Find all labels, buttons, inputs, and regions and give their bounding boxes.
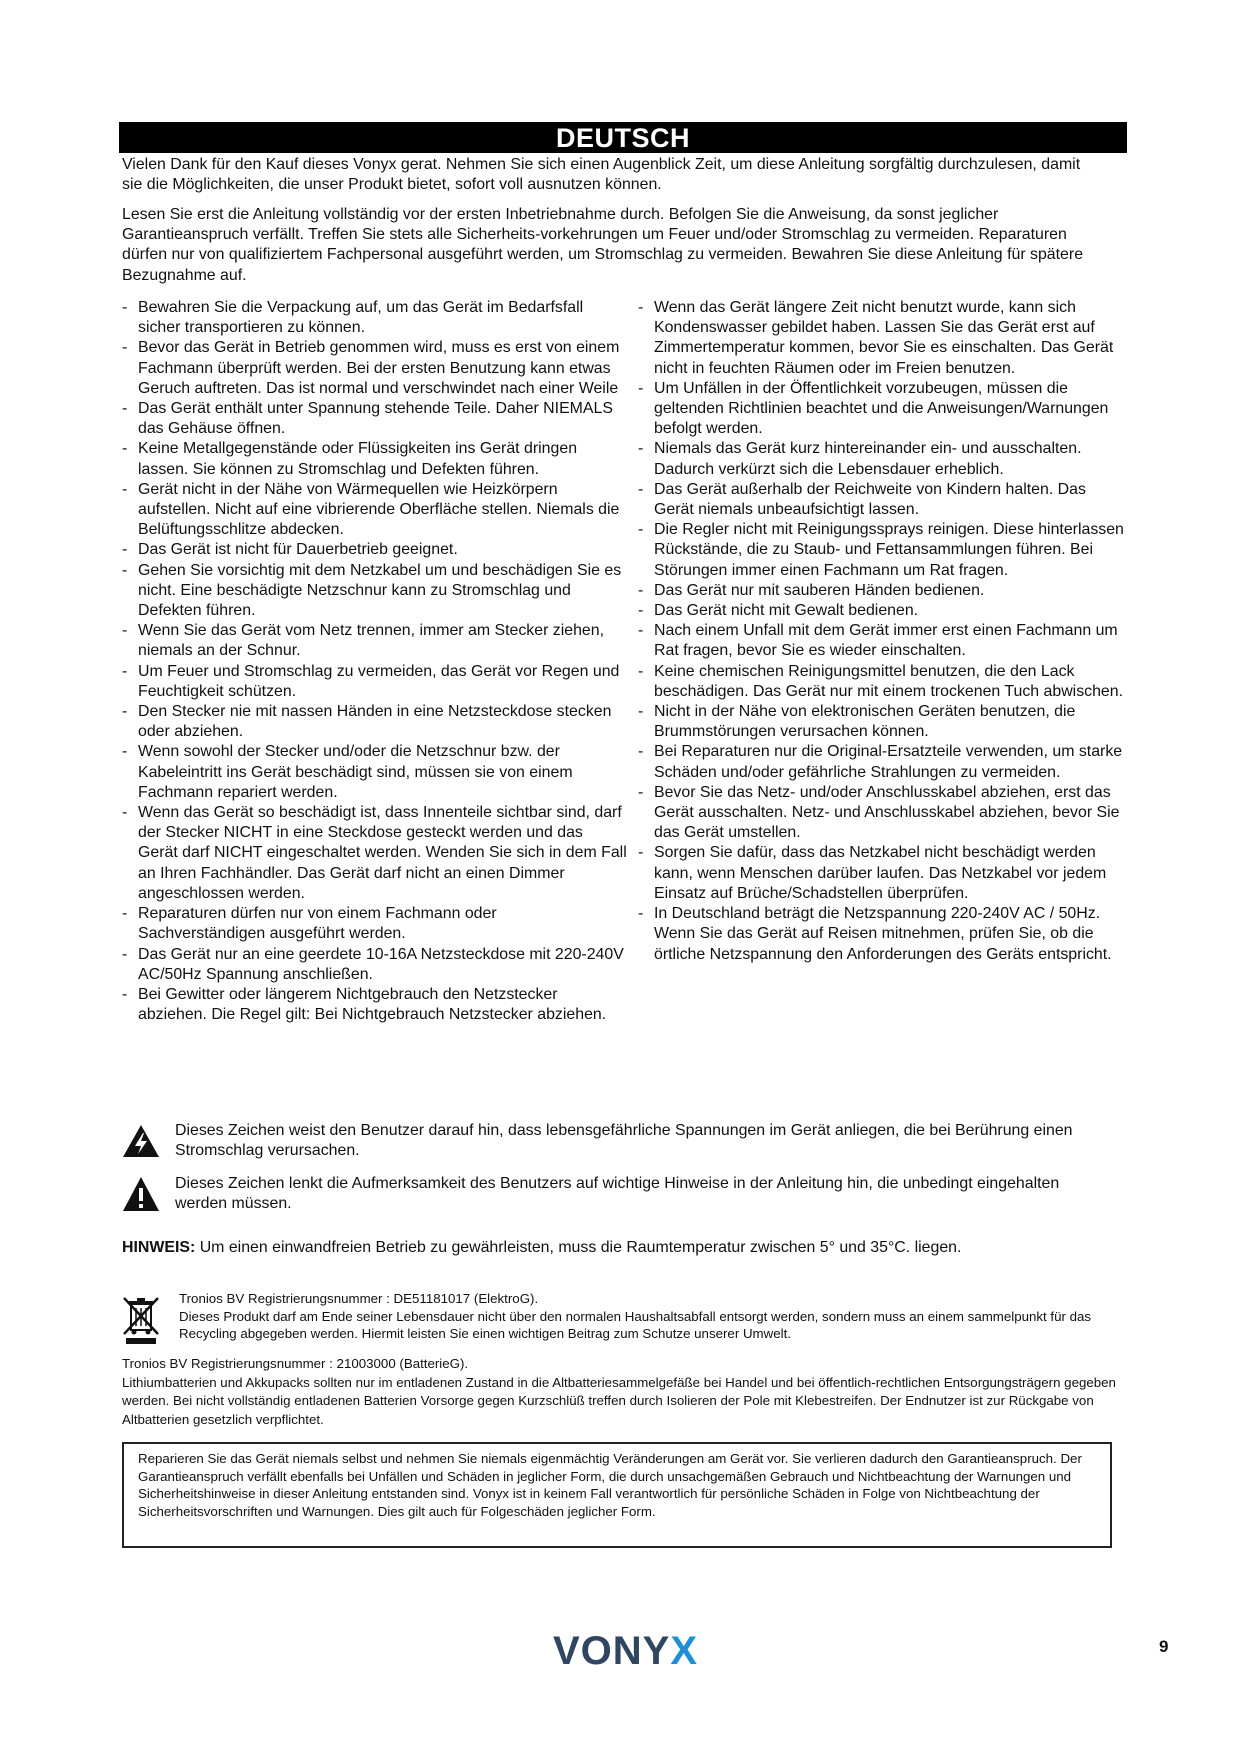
crossed-bin-icon — [122, 1296, 160, 1344]
safety-item: - Bei Gewitter oder längerem Nichtgebrauch den Netzstecker abziehen. Die Regel gilt: Bei Nichtgebrauch Netzstecker abziehen. — [122, 985, 627, 1025]
attention-warning — [122, 1174, 1102, 1214]
weee-section — [122, 1290, 1132, 1343]
note-label: HINWEIS: — [122, 1239, 196, 1256]
voltage-warning-text: Dieses Zeichen weist den Benutzer darauf hin, dass lebensgefährliche Spannungen im Gerät anliegen, die bei Berührung einen Stromschlag verursachen. — [175, 1122, 1073, 1160]
safety-item: - Nicht in der Nähe von elektronischen Geräten benutzen, die Brummstörungen verursachen können. — [638, 702, 1128, 742]
safety-item: - Niemals das Gerät kurz hintereinander ein- und ausschalten. Dadurch verkürzt sich die Lebensdauer erheblich. — [638, 439, 1128, 479]
safety-item: - Sorgen Sie dafür, dass das Netzkabel nicht beschädigt werden kann, wenn Menschen darüber laufen. Das Netzkabel vor jedem Einsatz auf Brüche/Schadstellen überprüfen. — [638, 843, 1128, 904]
lightning-warning-icon — [122, 1124, 160, 1158]
safety-item: - Keine chemischen Reinigungsmittel benutzen, die den Lack beschädigen. Das Gerät nur mit einem trockenen Tuch abwischen. — [638, 662, 1128, 702]
safety-item: - Bei Reparaturen nur die Original-Ersatzteile verwenden, um starke Schäden und/oder gefährliche Strahlungen zu vermeiden. — [638, 742, 1128, 782]
svg-text:VONYX — [553, 1631, 698, 1669]
safety-item: - Das Gerät nur mit sauberen Händen bedienen. — [638, 581, 1128, 601]
safety-item: - In Deutschland beträgt die Netzspannung 220-240V AC / 50Hz. Wenn Sie das Gerät auf Reisen mitnehmen, prüfen Sie, ob die örtliche Netzspannung den Anforderungen des Geräts entspricht. — [638, 904, 1128, 965]
safety-list-right — [638, 298, 1128, 965]
temperature-note — [122, 1238, 1022, 1258]
safety-list-left — [122, 298, 627, 1025]
weee-text — [179, 1290, 1132, 1343]
battery-section — [122, 1355, 1132, 1429]
safety-item: - Wenn Sie das Gerät vom Netz trennen, immer am Stecker ziehen, niemals an der Schnur. — [122, 621, 627, 661]
attention-warning-text: Dieses Zeichen lenkt die Aufmerksamkeit des Benutzers auf wichtige Hinweise in der Anleitung hin, die unbedingt eingehalten werden müssen. — [175, 1175, 1060, 1213]
safety-item: - Wenn sowohl der Stecker und/oder die Netzschnur bzw. der Kabeleintritt ins Gerät beschädigt sind, müssen sie von einem Fachmann repariert werden. — [122, 742, 627, 803]
logo-wordmark: VONY — [553, 1631, 671, 1669]
warranty-text: Reparieren Sie das Gerät niemals selbst und nehmen Sie niemals eigenmächtig Veränderungen am Gerät vor. Sie verlieren dadurch den Garantieanspruch. Der Garantieanspruch verfällt ebenfalls bei Unfällen und Schäden in jeglicher Form, die durch unsachgemäßen Gebrauch und Nichtbeachtung der Warnungen und Sicherheitshinweise in dieser Anleitung entstanden sind. Vonyx ist in keinem Fall verantwortlich für persönliche Schäden in Folge von Nichtbeachtung der Sicherheitsvorschriften und Warnungen. Dies gilt auch für Folgeschäden jeglicher Form. — [138, 1451, 1082, 1519]
safety-item: - Um Unfällen in der Öffentlichkeit vorzubeugen, müssen die geltenden Richtlinien beachtet und die Anweisungen/Warnungen befolgt werden. — [638, 379, 1128, 440]
safety-item: - Das Gerät nur an eine geerdete 10-16A Netzsteckdose mit 220-240V AC/50Hz Spannung anschließen. — [122, 945, 627, 985]
safety-item: - Wenn das Gerät so beschädigt ist, dass Innenteile sichtbar sind, darf der Stecker NICHT in eine Steckdose gesteckt werden und das Gerät darf NICHT eingeschaltet werden. Wenden Sie sich in dem Fall an Ihren Fachhändler. Das Gerät darf nicht an einen Dimmer angeschlossen werden. — [122, 803, 627, 904]
safety-item: - Die Regler nicht mit Reinigungssprays reinigen. Diese hinterlassen Rückstände, die zu Staub- und Fettansammlungen führen. Bei Störungen immer einen Fachmann um Rat fragen. — [638, 520, 1128, 581]
voltage-warning — [122, 1121, 1102, 1161]
warranty-box — [122, 1442, 1112, 1548]
note-text: Um einen einwandfreien Betrieb zu gewährleisten, muss die Raumtemperatur zwischen 5° und 35°C. liegen. — [195, 1239, 962, 1256]
page-number: 9 — [1159, 1637, 1169, 1656]
logo-accent-letter: X — [670, 1631, 699, 1669]
section-title: DEUTSCH — [119, 122, 1127, 153]
safety-item: - Gehen Sie vorsichtig mit dem Netzkabel um und beschädigen Sie es nicht. Eine beschädigte Netzschnur kann zu Stromschlag und Defekten führen. — [122, 561, 627, 622]
safety-item: - Das Gerät ist nicht für Dauerbetrieb geeignet. — [122, 540, 627, 560]
safety-item: - Das Gerät außerhalb der Reichweite von Kindern halten. Das Gerät niemals unbeaufsichtigt lassen. — [638, 480, 1128, 520]
safety-item: - Den Stecker nie mit nassen Händen in eine Netzsteckdose stecken oder abziehen. — [122, 702, 627, 742]
battery-registration: Tronios BV Registrierungsnummer : 21003000 (BatterieG). — [122, 1356, 469, 1371]
weee-registration: Tronios BV Registrierungsnummer : DE51181017 (ElektroG). — [179, 1291, 539, 1306]
safety-item: - Gerät nicht in der Nähe von Wärmequellen wie Heizkörpern aufstellen. Nicht auf eine vibrierende Oberfläche stellen. Niemals die Belüftungsschlitze abdecken. — [122, 480, 627, 541]
weee-description: Dieses Produkt darf am Ende seiner Lebensdauer nicht über den normalen Haushaltsabfall entsorgt werden, sondern muss an einem sammelpunkt für das Recycling abgegeben werden. Hiermit leisten Sie einen wichtigen Beitrag zum Schutze unserer Umwelt. — [179, 1308, 1092, 1341]
safety-item: - Bevor Sie das Netz- und/oder Anschlusskabel abziehen, erst das Gerät ausschalten. Netz- und Anschlusskabel abziehen, bevor Sie das Gerät umstellen. — [638, 783, 1128, 844]
safety-item: - Keine Metallgegenstände oder Flüssigkeiten ins Gerät dringen lassen. Sie können zu Stromschlag und Defekten führen. — [122, 439, 627, 479]
safety-item: - Um Feuer und Stromschlag zu vermeiden, das Gerät vor Regen und Feuchtigkeit schützen. — [122, 662, 627, 702]
vonyx-logo — [551, 1631, 731, 1669]
safety-item: - Bevor das Gerät in Betrieb genommen wird, muss es erst von einem Fachmann überprüft werden. Bei der ersten Benutzung kann etwas Geruch auftreten. Das ist normal und verschwindet nach einer Weile — [122, 338, 627, 399]
instructions-paragraph: Lesen Sie erst die Anleitung vollständig vor der ersten Inbetriebnahme durch. Befolgen Sie die Anweisung, da sonst jeglicher Garantieanspruch verfällt. Treffen Sie stets alle Sicherheits-vorkehrungen um Feuer und/oder Stromschlag zu vermeiden. Reparaturen dürfen nur von qualifiziertem Fachpersonal ausgeführt werden, um Stromschlag zu vermeiden. Bewahren Sie diese Anleitung für spätere Bezugnahme auf. — [122, 206, 1084, 284]
safety-item: - Wenn das Gerät längere Zeit nicht benutzt wurde, kann sich Kondenswasser gebildet haben. Lassen Sie das Gerät erst auf Zimmertemperatur kommen, bevor Sie es einschalten. Das Gerät nicht in feuchten Räumen oder im Freien benutzen. — [638, 298, 1128, 379]
safety-item: - Das Gerät nicht mit Gewalt bedienen. — [638, 601, 1128, 621]
intro-paragraph: Vielen Dank für den Kauf dieses Vonyx gerat. Nehmen Sie sich einen Augenblick Zeit, um diese Anleitung sorgfältig durchzulesen, damit sie die Möglichkeiten, die unser Produkt bietet, sofort voll ausnutzen können. — [122, 156, 1081, 194]
safety-item: - Nach einem Unfall mit dem Gerät immer erst einen Fachmann um Rat fragen, bevor Sie es wieder einschalten. — [638, 621, 1128, 661]
exclamation-warning-icon — [122, 1176, 160, 1212]
safety-item: - Bewahren Sie die Verpackung auf, um das Gerät im Bedarfsfall sicher transportieren zu können. — [122, 298, 627, 338]
safety-item: - Das Gerät enthält unter Spannung stehende Teile. Daher NIEMALS das Gehäuse öffnen. — [122, 399, 627, 439]
safety-item: - Reparaturen dürfen nur von einem Fachmann oder Sachverständigen ausgeführt werden. — [122, 904, 627, 944]
battery-description: Lithiumbatterien und Akkupacks sollten nur im entladenen Zustand in die Altbatteriesammelgefäße bei Handel und bei öffentlich-rechtlichen Entsorgungsträgern gegeben werden. Bei nicht vollständig entladenen Batterien Vorsorge gegen Kurzschlüß treffen durch Isolieren der Pole mit Klebestreifen. Der Endnutzer ist zur Rückgabe von Altbatterien gesetzlich verpflichtet. — [122, 1374, 1116, 1427]
